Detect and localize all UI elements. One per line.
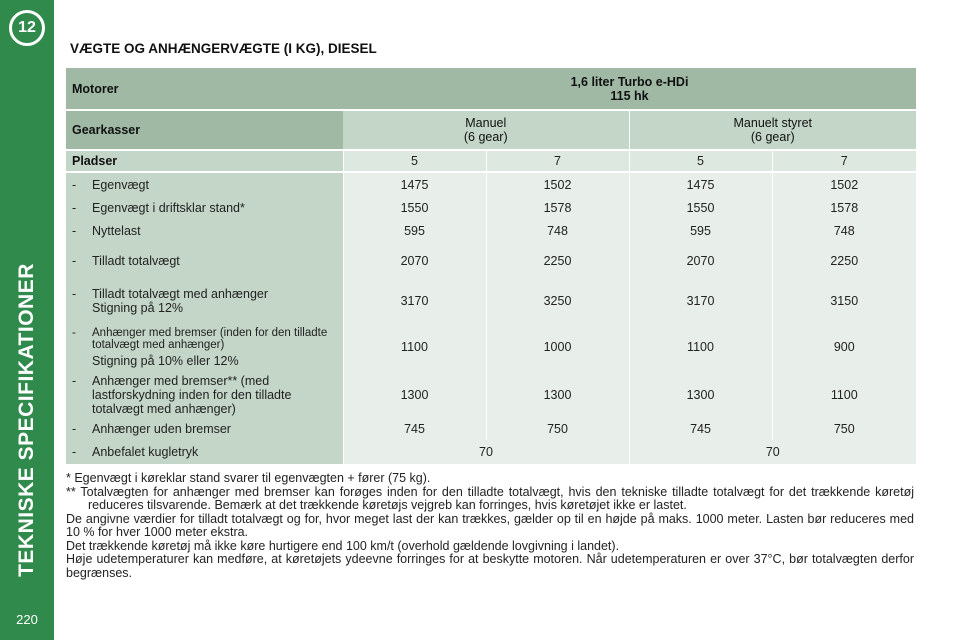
- cell-value: 2250: [486, 242, 629, 279]
- row-label: [66, 196, 343, 219]
- cell-value: 3170: [629, 279, 772, 323]
- row-label-text: Tilladt totalvægt: [92, 253, 180, 268]
- cell-value: 748: [772, 219, 916, 242]
- table-row: [66, 196, 916, 219]
- cell-value: 2070: [343, 242, 486, 279]
- row-label-text: Egenvægt i driftsklar stand*: [92, 200, 245, 215]
- cell-value: 1550: [629, 196, 772, 219]
- seats-value: 7: [772, 150, 916, 172]
- cell-value: 1475: [343, 172, 486, 196]
- note-paragraph: Høje udetemperaturer kan medføre, at køretøjets ydeevne forringes for at beskytte motoren. Når udetemperaturen er over 37°C, bør totalvægten derfor begrænses.: [66, 552, 914, 580]
- motor-value: [343, 68, 916, 110]
- footnotes: [66, 472, 914, 580]
- row-label: [66, 172, 343, 196]
- table-row: [66, 323, 916, 371]
- cell-value: 750: [772, 418, 916, 440]
- table-row: [66, 219, 916, 242]
- cell-value: 1100: [629, 323, 772, 371]
- row-dash: -: [72, 177, 77, 192]
- table-row: [66, 371, 916, 418]
- motor-label: Motorer: [66, 68, 343, 110]
- cell-value: 1502: [772, 172, 916, 196]
- row-label-text: Egenvægt: [92, 177, 149, 192]
- cell-value: 1000: [486, 323, 629, 371]
- gearbox-manual-line1: Manuel: [465, 116, 507, 130]
- row-dash: -: [72, 200, 77, 215]
- chapter-badge: [9, 10, 45, 46]
- cell-value: 1100: [772, 371, 916, 418]
- row-label-group: [72, 327, 337, 351]
- gearbox-auto: [629, 110, 916, 150]
- cell-value: 1300: [343, 371, 486, 418]
- cell-value: 3150: [772, 279, 916, 323]
- chapter-title: TEKNISKE SPECIFIKATIONER: [15, 263, 38, 577]
- page-number: 220: [16, 612, 38, 627]
- cell-value: 2250: [772, 242, 916, 279]
- motor-value-line2: 115 hk: [610, 88, 649, 103]
- row-label-text: Anhænger med bremser (inden for den tilladte totalvægt med anhænger): [92, 326, 328, 351]
- motor-row: [66, 68, 916, 110]
- footnote-2: ** Totalvægten for anhænger med bremser kan forøges inden for den tilladte totalvægt, hvis den tekniske tilladte totalvægt for det trækkende køretøj reduceres tilsvarende. Bemærk at det trækkende køretøjs vejgreb kan forringes, hvis køretøjet ikke er lastet.: [66, 484, 914, 512]
- cell-value: 1100: [343, 323, 486, 371]
- row-label-text: Nyttelast: [92, 223, 141, 238]
- row-sublabel: Stigning på 12%: [92, 301, 184, 315]
- cell-value: 900: [772, 323, 916, 371]
- row-label: [66, 219, 343, 242]
- note-paragraph: Det trækkende køretøj må ikke køre hurtigere end 100 km/t (overhold gældende lovgivning i landet).: [66, 538, 620, 553]
- gearbox-manual: [343, 110, 629, 150]
- seats-value: 5: [343, 150, 486, 172]
- gearbox-row: [66, 110, 916, 150]
- seats-value: 5: [629, 150, 772, 172]
- row-dash: -: [72, 223, 77, 238]
- row-label-text: Anhænger med bremser** (med lastforskydning inden for den tilladte totalvægt med anhænger): [92, 373, 292, 416]
- row-label: [66, 242, 343, 279]
- row-label-text: Tilladt totalvægt med anhænger: [92, 287, 269, 301]
- cell-value: 595: [343, 219, 486, 242]
- row-label: [66, 371, 343, 418]
- row-dash: -: [72, 445, 77, 459]
- cell-value: 750: [486, 418, 629, 440]
- note-paragraph: De angivne værdier for tilladt totalvægt og for, hvor meget last der kan trækkes, gælder op til en højde på maks. 1000 meter. Lasten bør reduceres med 10 % for hver 1000 meter ekstra.: [66, 511, 914, 539]
- gearbox-manual-line2: (6 gear): [463, 130, 508, 144]
- cell-value: 3170: [343, 279, 486, 323]
- cell-value: 1502: [486, 172, 629, 196]
- cell-value: 748: [486, 219, 629, 242]
- cell-value: 595: [629, 219, 772, 242]
- row-label-text: Anbefalet kugletryk: [92, 445, 199, 459]
- row-dash: -: [72, 422, 77, 436]
- table-row: [66, 440, 916, 464]
- gearbox-label: Gearkasser: [66, 110, 343, 150]
- cell-value: 1550: [343, 196, 486, 219]
- cell-value: 3250: [486, 279, 629, 323]
- cell-value: 1300: [629, 371, 772, 418]
- gearbox-auto-line2: (6 gear): [750, 130, 795, 144]
- row-sublabel: Stigning på 10% eller 12%: [92, 353, 239, 368]
- cell-value: 70: [343, 440, 629, 464]
- cell-value: 2070: [629, 242, 772, 279]
- table-row: [66, 172, 916, 196]
- motor-value-line1: 1,6 liter Turbo e-HDi: [570, 74, 689, 89]
- row-label: [66, 440, 343, 464]
- cell-value: 1300: [486, 371, 629, 418]
- row-label: [66, 418, 343, 440]
- weights-table: [66, 68, 916, 464]
- row-label-text: Anhænger uden bremser: [92, 422, 231, 436]
- row-dash: -: [72, 326, 76, 339]
- chapter-sidebar: [0, 0, 54, 640]
- row-dash: -: [72, 287, 77, 301]
- cell-value: 1578: [486, 196, 629, 219]
- cell-value: 70: [629, 440, 916, 464]
- page-title: VÆGTE OG ANHÆNGERVÆGTE (I KG), DIESEL: [70, 41, 377, 56]
- cell-value: 745: [629, 418, 772, 440]
- seats-value: 7: [486, 150, 629, 172]
- row-dash: -: [72, 373, 77, 388]
- footnote-1: * Egenvægt i køreklar stand svarer til egenvægten + fører (75 kg).: [66, 471, 431, 485]
- seats-row: [66, 150, 916, 172]
- row-label: [66, 323, 343, 371]
- chapter-number: 12: [18, 19, 36, 36]
- table-row: [66, 418, 916, 440]
- row-label-group: [72, 374, 337, 416]
- table-row: [66, 279, 916, 323]
- gearbox-auto-line1: Manuelt styret: [733, 116, 813, 130]
- cell-value: 745: [343, 418, 486, 440]
- cell-value: 1475: [629, 172, 772, 196]
- table-row: [66, 242, 916, 279]
- cell-value: 1578: [772, 196, 916, 219]
- seats-label: Pladser: [66, 150, 343, 172]
- row-label: [66, 279, 343, 323]
- row-dash: -: [72, 253, 77, 268]
